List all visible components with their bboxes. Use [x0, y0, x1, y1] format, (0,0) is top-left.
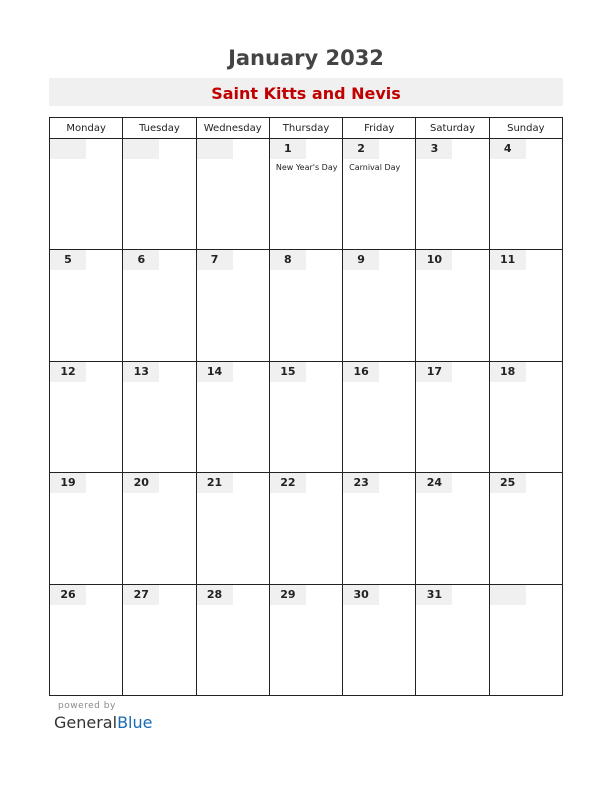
- day-cell: [489, 584, 562, 695]
- day-cell: [269, 473, 342, 584]
- holiday-label: New Year's Day: [275, 163, 338, 172]
- weekday-header: Sunday: [489, 118, 562, 139]
- day-cell: [50, 584, 123, 695]
- day-cell: [269, 139, 342, 250]
- week-row: [50, 473, 563, 584]
- day-cell: [196, 361, 269, 472]
- day-number: 18: [490, 362, 526, 382]
- day-cell: [489, 250, 562, 361]
- day-number: 26: [50, 585, 86, 605]
- day-cell: [343, 139, 416, 250]
- day-number: 6: [123, 250, 159, 270]
- weekday-header: Monday: [50, 118, 123, 139]
- day-number: 5: [50, 250, 86, 270]
- day-number: 24: [416, 473, 452, 493]
- day-number: 27: [123, 585, 159, 605]
- day-number: [490, 585, 526, 605]
- day-cell: [489, 473, 562, 584]
- day-cell: [416, 584, 489, 695]
- day-number: 3: [416, 139, 452, 159]
- weekday-header: Wednesday: [196, 118, 269, 139]
- country-name: Saint Kitts and Nevis: [211, 84, 401, 103]
- day-cell: [196, 584, 269, 695]
- day-cell: [416, 250, 489, 361]
- day-cell: [123, 473, 196, 584]
- day-number: 22: [270, 473, 306, 493]
- day-number: 11: [490, 250, 526, 270]
- country-banner: [49, 78, 563, 106]
- day-number: [50, 139, 86, 159]
- day-number: 14: [197, 362, 233, 382]
- day-number: 15: [270, 362, 306, 382]
- day-cell: [343, 361, 416, 472]
- weekday-header-row: [50, 118, 563, 139]
- day-cell: [50, 473, 123, 584]
- day-cell: [196, 250, 269, 361]
- day-number: 28: [197, 585, 233, 605]
- day-cell: [269, 361, 342, 472]
- brand-name-blue: Blue: [117, 713, 153, 732]
- day-number: [123, 139, 159, 159]
- powered-by-label: powered by: [58, 701, 116, 711]
- day-cell: [50, 139, 123, 250]
- day-number: 12: [50, 362, 86, 382]
- day-cell: [343, 473, 416, 584]
- day-cell: [489, 139, 562, 250]
- week-row: [50, 139, 563, 250]
- weekday-header: Thursday: [269, 118, 342, 139]
- day-cell: [123, 361, 196, 472]
- weekday-header: Saturday: [416, 118, 489, 139]
- day-cell: [416, 473, 489, 584]
- day-cell: [123, 139, 196, 250]
- day-number: 23: [343, 473, 379, 493]
- day-number: 25: [490, 473, 526, 493]
- week-row: [50, 584, 563, 695]
- day-cell: [416, 139, 489, 250]
- day-cell: [416, 361, 489, 472]
- day-cell: [196, 139, 269, 250]
- day-number: 20: [123, 473, 159, 493]
- day-number: 19: [50, 473, 86, 493]
- holiday-label: Carnival Day: [349, 163, 401, 172]
- brand-name-general: General: [54, 713, 118, 732]
- day-cell: [123, 584, 196, 695]
- day-cell: [50, 250, 123, 361]
- day-cell: [123, 250, 196, 361]
- day-number: 1: [270, 139, 306, 159]
- day-number: 30: [343, 585, 379, 605]
- weekday-header: Tuesday: [123, 118, 196, 139]
- day-number: 16: [343, 362, 379, 382]
- day-cell: [269, 584, 342, 695]
- week-row: [50, 250, 563, 361]
- day-number: 29: [270, 585, 306, 605]
- day-cell: [50, 361, 123, 472]
- day-number: 9: [343, 250, 379, 270]
- day-number: 31: [416, 585, 452, 605]
- day-cell: [343, 584, 416, 695]
- day-number: 21: [197, 473, 233, 493]
- day-number: 13: [123, 362, 159, 382]
- day-cell: [489, 361, 562, 472]
- day-number: 10: [416, 250, 452, 270]
- calendar-grid: [49, 117, 563, 696]
- day-cell: [269, 250, 342, 361]
- day-number: [197, 139, 233, 159]
- day-number: 7: [197, 250, 233, 270]
- weekday-header: Friday: [343, 118, 416, 139]
- day-number: 17: [416, 362, 452, 382]
- day-cell: [196, 473, 269, 584]
- week-row: [50, 361, 563, 472]
- day-cell: [343, 250, 416, 361]
- brand-logo[interactable]: [54, 713, 152, 732]
- calendar-title: January 2032: [228, 46, 384, 70]
- day-number: 2: [343, 139, 379, 159]
- day-number: 4: [490, 139, 526, 159]
- day-number: 8: [270, 250, 306, 270]
